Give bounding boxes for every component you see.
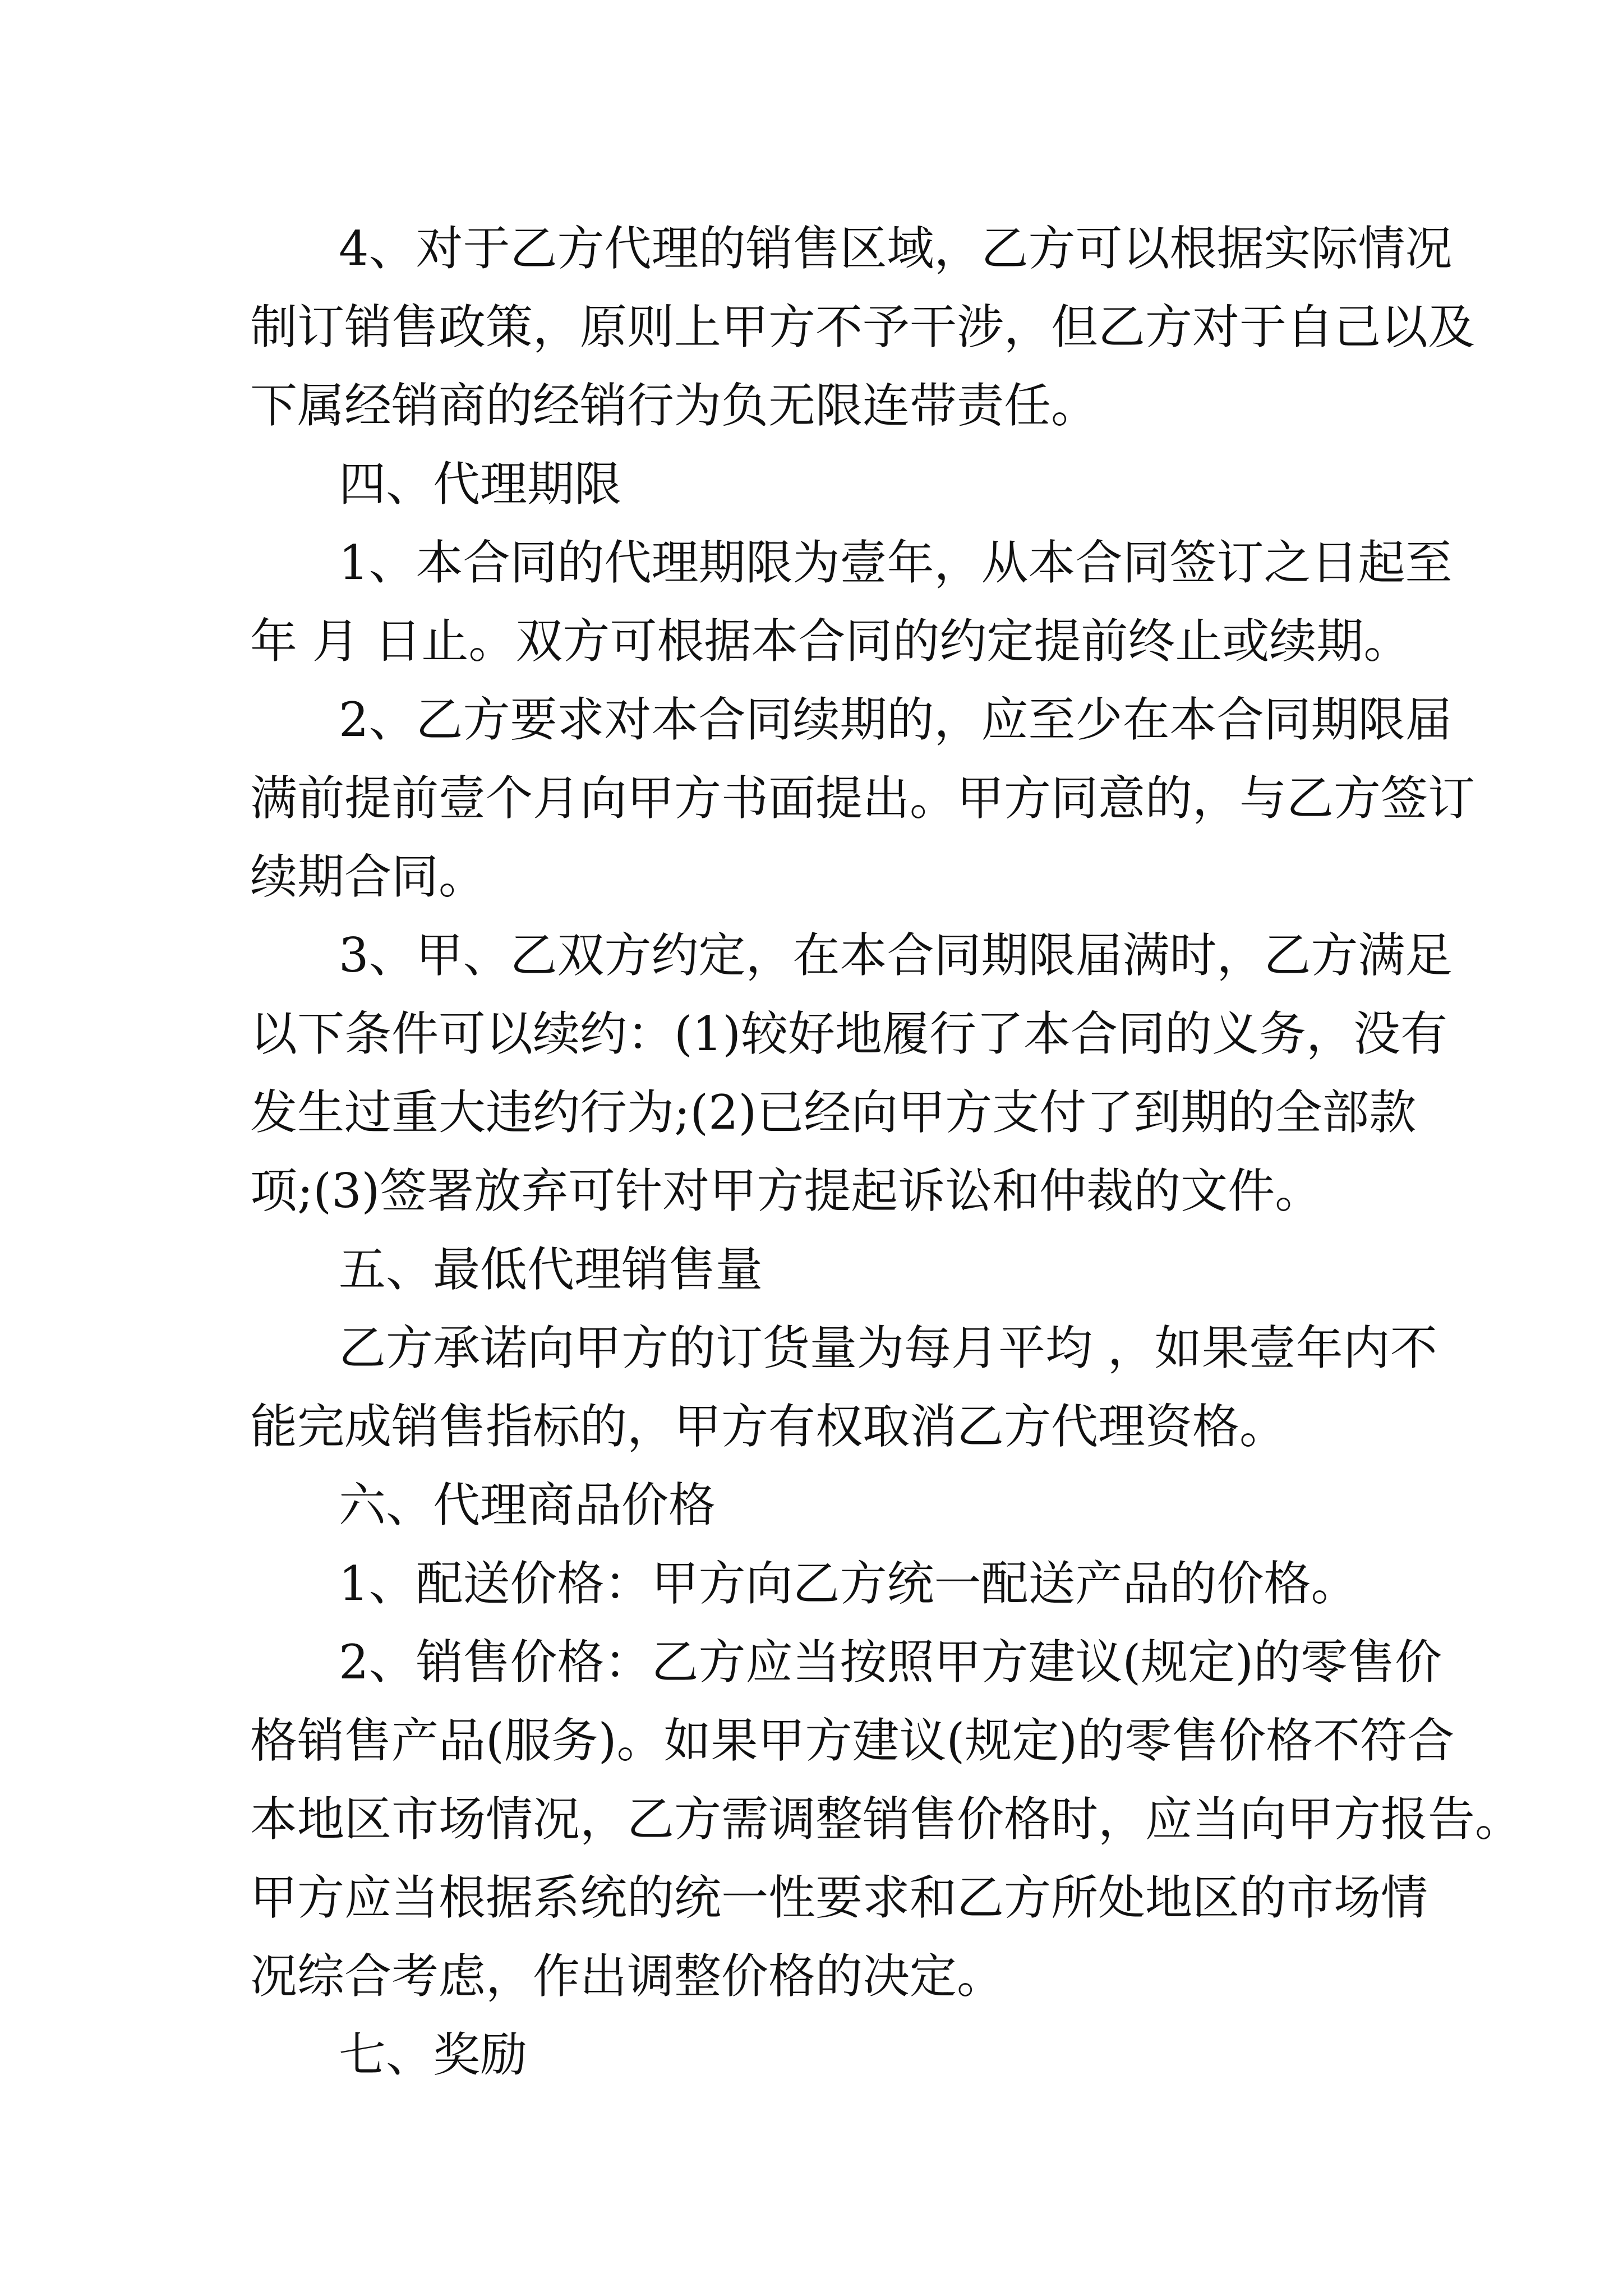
text-line: 满前提前壹个月向甲方书面提出。甲方同意的，与乙方签订	[250, 771, 1476, 826]
text-line: 续期合同。	[250, 849, 486, 904]
text-line: 本地区市场情况，乙方需调整销售价格时，应当向甲方报告。	[250, 1792, 1523, 1847]
text-line: 甲方应当根据系统的统一性要求和乙方所处地区的市场情	[250, 1870, 1428, 1925]
text-line: 能完成销售指标的，甲方有权取消乙方代理资格。	[250, 1399, 1287, 1454]
text-line: 乙方承诺向甲方的订货量为每月平均 ，如果壹年内不	[339, 1320, 1437, 1375]
text-line: 3、甲、乙双方约定，在本合同期限届满时，乙方满足	[339, 928, 1453, 983]
section-heading: 四、代理期限	[339, 457, 622, 512]
text-line: 2、销售价格：乙方应当按照甲方建议(规定)的零售价	[339, 1635, 1442, 1690]
section-heading: 六、代理商品价格	[339, 1478, 716, 1533]
text-line: 年 月 日止。双方可根据本合同的约定提前终止或续期。	[250, 614, 1411, 669]
section-heading: 七、奖励	[339, 2027, 528, 2082]
text-line: 1、本合同的代理期限为壹年，从本合同签订之日起至	[339, 535, 1453, 590]
text-line: 4、对于乙方代理的销售区域，乙方可以根据实际情况	[339, 221, 1453, 276]
text-line: 以下条件可以续约：(1)较好地履行了本合同的义务，没有	[250, 1006, 1447, 1061]
text-line: 项;(3)签署放弃可针对甲方提起诉讼和仲裁的文件。	[250, 1163, 1322, 1218]
text-line: 下属经销商的经销行为负无限连带责任。	[250, 378, 1099, 433]
section-heading: 五、最低代理销售量	[339, 1242, 763, 1297]
text-line: 1、配送价格：甲方向乙方统一配送产品的价格。	[339, 1556, 1358, 1611]
text-line: 发生过重大违约行为;(2)已经向甲方支付了到期的全部款	[250, 1085, 1417, 1140]
text-line: 况综合考虑，作出调整价格的决定。	[250, 1949, 1004, 2004]
text-line: 2、乙方要求对本合同续期的，应至少在本合同期限届	[339, 692, 1453, 747]
text-line: 格销售产品(服务)。如果甲方建议(规定)的零售价格不符合	[250, 1713, 1455, 1768]
text-line: 制订销售政策，原则上甲方不予干涉，但乙方对于自己以及	[250, 300, 1476, 355]
